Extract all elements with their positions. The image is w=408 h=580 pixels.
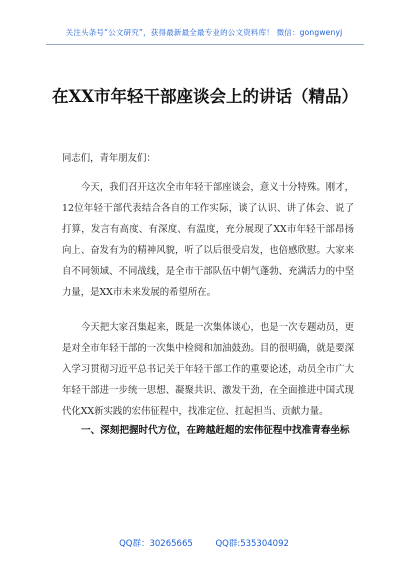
paragraph-text: 今天把大家召集起来，既是一次集体谈心，也是一次专题动员，更是对全市年轻干部的一次集中检阅和加油鼓劲。目的很明确，就是要深入学习贯彻习近平总书记关于年轻干部工作的重要论述，动员全市广大年轻干部进一步统一思想、凝聚共识、激发干劲，在全面推进中国式现代化XX新实践的宏伟征程中，找准定位、扛起担当、贡献力量。: [62, 322, 354, 417]
paragraph-text: 今天，我们召开这次全市年轻干部座谈会，意义十分特殊。刚才，12位年轻干部代表结合各自的工作实际，谈了认识、讲了体会、说了打算，发言有高度、有深度、有温度，充分展现了XX市年轻干部昂扬向上、奋发有为的精神风貌，听了以后很受启发，也倍感欣慰。大家来自不同领域、不同战线，是全市干部队伍中朝气蓬勃、充满活力的中坚力量，是XX市未来发展的希望所在。: [62, 182, 354, 298]
header-divider: [46, 44, 364, 45]
footer: [0, 537, 408, 549]
footer-qq-group-1: QQ群：30265665: [119, 539, 193, 549]
header-banner: 关注头条号“公文研究”，获得最新最全最专业的公文资料库！ 微信：gongwenyj: [65, 28, 343, 37]
greeting: 同志们，青年朋友们：: [62, 153, 156, 164]
section-heading-1: 一、深刻把握时代方位，在跨越赶超的宏伟征程中找准青春坐标: [81, 425, 350, 436]
paragraph-2: [62, 317, 354, 422]
document-title: 在XX市年轻干部座谈会上的讲话（精品）: [51, 87, 359, 106]
paragraph-1: [62, 177, 354, 303]
footer-qq-group-2: QQ群:535304092: [215, 539, 289, 549]
